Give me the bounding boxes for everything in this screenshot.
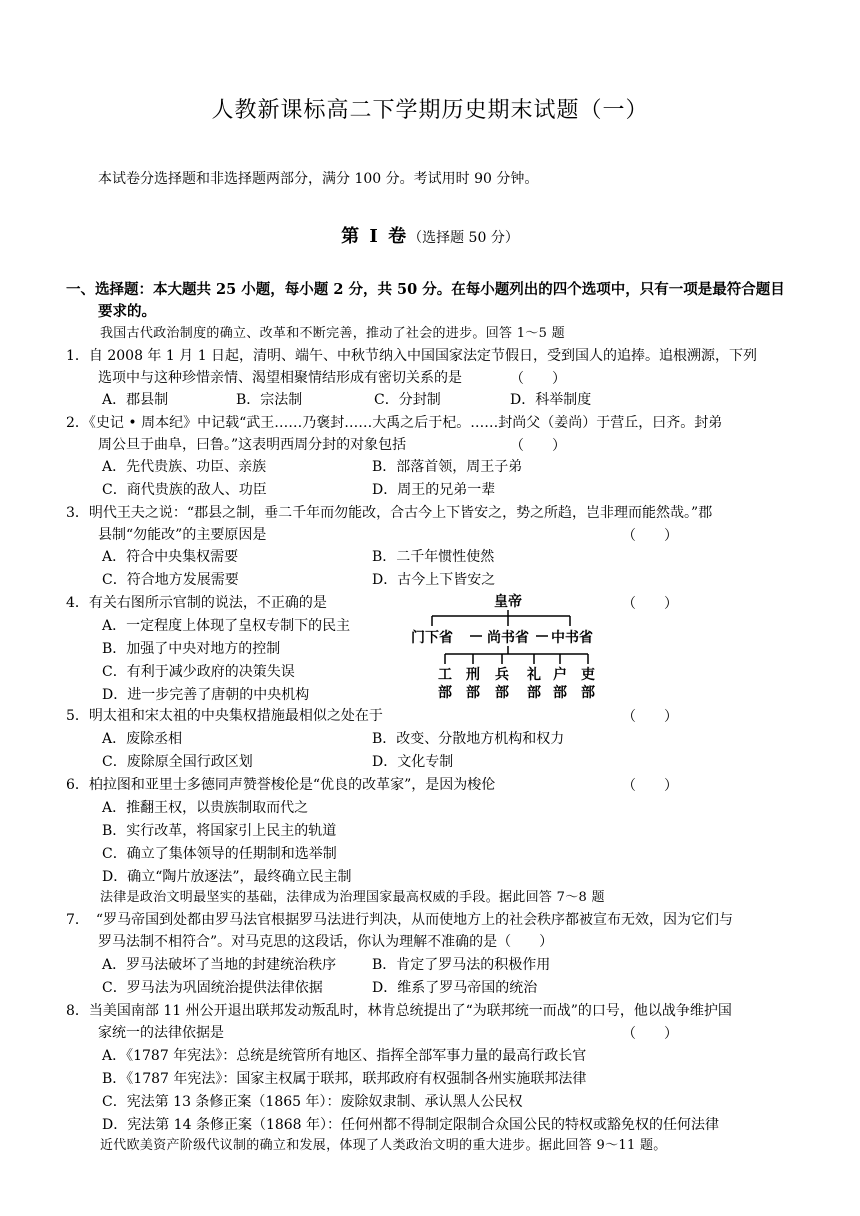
question-2-line2: 周公旦于曲阜，曰鲁。”这表明西周分封的对象包括 <box>98 437 407 453</box>
option-2c: C．商代贵族的敌人、功臣 <box>102 482 267 498</box>
diagram-province-shangshu: 尚书省 <box>487 630 529 646</box>
option-1d: D．科举制度 <box>510 392 592 408</box>
diagram-ministry-li-rites-suffix: 部 <box>527 685 541 701</box>
answer-blank-4: （ ） <box>622 596 678 612</box>
option-3c: C．符合地方发展需要 <box>102 572 239 588</box>
option-2d: D．周王的兄弟一辈 <box>372 482 496 498</box>
diagram-ministry-gong: 工 <box>438 667 452 683</box>
diagram-ministry-xing: 刑 <box>466 667 480 683</box>
diagram-ministry-gong-suffix: 部 <box>438 685 452 701</box>
option-6a: A．推翻王权，以贵族制取而代之 <box>102 800 309 816</box>
part-sub: （选择题 50 分） <box>408 230 519 246</box>
option-4b: B．加强了中央对地方的控制 <box>102 641 281 657</box>
question-8-line2: 家统一的法律依据是 <box>98 1025 224 1041</box>
diagram-ministry-li-personnel-suffix: 部 <box>581 685 595 701</box>
question-7-line1: 7． “罗马帝国到处都由罗马法官根据罗马法进行判决，从而使地方上的社会秩序都被宣布无效，因为它们与 <box>66 912 734 928</box>
option-6d: D．确立“陶片放逐法”，最终确立民主制 <box>102 869 352 885</box>
question-3-line1: 3．明代王夫之说：“郡县之制，垂二千年而勿能改，合古今上下皆安之，势之所趋，岂非理而能然哉。”郡 <box>66 505 713 521</box>
option-4a: A．一定程度上体现了皇权专制下的民主 <box>102 618 351 634</box>
answer-blank-1: （ ） <box>510 371 566 387</box>
part-heading <box>0 222 860 248</box>
diagram-province-zhongshu: 中书省 <box>551 630 593 646</box>
officialdom-diagram <box>410 590 620 705</box>
answer-blank-2: （ ） <box>510 438 566 454</box>
option-3b: B．二千年惯性使然 <box>372 549 495 565</box>
question-5-line1: 5．明太祖和宋太祖的中央集权措施最相似之处在于 <box>66 708 383 724</box>
option-7b: B．肯定了罗马法的积极作用 <box>372 957 551 973</box>
option-3a: A．符合中央集权需要 <box>102 549 239 565</box>
diagram-ministry-bing-suffix: 部 <box>495 685 509 701</box>
option-1c: C．分封制 <box>374 392 441 408</box>
section-heading-line2: 要求的。 <box>98 303 156 320</box>
question-4-line1: 4．有关右图所示官制的说法，不正确的是 <box>66 595 327 611</box>
option-5d: D．文化专制 <box>372 754 454 770</box>
option-6b: B．实行改革，将国家引上民主的轨道 <box>102 823 337 839</box>
lead-text-1: 我国古代政治制度的确立、改革和不断完善，推动了社会的进步。回答 1～5 题 <box>100 326 565 341</box>
option-6c: C．确立了集体领导的任期制和选举制 <box>102 846 337 862</box>
question-1-line1: 1．自 2008 年 1 月 1 日起，清明、端午、中秋节纳入中国国家法定节假日，受到国人的追捧。追根溯源，下列 <box>66 348 758 364</box>
option-7c: C．罗马法为巩固统治提供法律依据 <box>102 980 323 996</box>
exam-intro: 本试卷分选择题和非选择题两部分，满分 100 分。考试用时 90 分钟。 <box>98 171 539 187</box>
option-3d: D．古今上下皆安之 <box>372 572 496 588</box>
option-8b: B．《1787 年宪法》：国家主权属于联邦，联邦政府有权强制各州实施联邦法律 <box>102 1071 587 1087</box>
option-8a: A．《1787 年宪法》：总统是统管所有地区、指挥全部军事力量的最高行政长官 <box>102 1048 587 1064</box>
diagram-ministry-bing: 兵 <box>495 667 509 683</box>
page-title: 人教新课标高二下学期历史期末试题（一） <box>211 98 649 123</box>
answer-blank-5: （ ） <box>622 709 678 725</box>
answer-blank-6: （ ） <box>622 778 678 794</box>
question-6-line1: 6．柏拉图和亚里士多德同声赞誉梭伦是“优良的改革家”，是因为梭伦 <box>66 777 496 793</box>
option-8d: D．宪法第 14 条修正案（1868 年）：任何州都不得制定限制合众国公民的特权或豁免权的任何法律 <box>102 1117 720 1133</box>
diagram-ministry-li-personnel: 吏 <box>581 667 595 683</box>
section-heading-line1: 一、选择题：本大题共 25 小题，每小题 2 分，共 50 分。在每小题列出的四个选项中，只有一项是最符合题目 <box>66 281 785 298</box>
answer-blank-8: （ ） <box>622 1026 678 1042</box>
option-7a: A．罗马法破坏了当地的封建统治秩序 <box>102 957 337 973</box>
part-main: 第 Ⅰ 卷 <box>341 226 409 247</box>
option-1b: B．宗法制 <box>236 392 303 408</box>
option-5c: C．废除原全国行政区划 <box>102 754 253 770</box>
question-2-line1: 2．《史记 • 周本纪》中记载“武王……乃褒封……大禹之后于杞。……封尚父（姜尚）于营丘，曰齐。封弟 <box>66 415 723 431</box>
option-2a: A．先代贵族、功臣、亲族 <box>102 459 267 475</box>
option-1a: A．郡县制 <box>102 392 169 408</box>
diagram-ministry-li-rites: 礼 <box>527 667 541 683</box>
diagram-ministry-xing-suffix: 部 <box>466 685 480 701</box>
option-5b: B．改变、分散地方机构和权力 <box>372 731 565 747</box>
question-1-line2: 选项中与这种珍惜亲情、渴望相聚情结形成有密切关系的是 <box>98 370 462 386</box>
option-4d: D．进一步完善了唐朝的中央机构 <box>102 687 310 703</box>
question-7-line2: 罗马法制不相符合”。对马克思的这段话，你认为理解不准确的是（ ） <box>98 934 554 950</box>
answer-blank-3: （ ） <box>622 528 678 544</box>
diagram-ministry-hu-suffix: 部 <box>553 685 567 701</box>
diagram-province-menxia: 门下省 <box>411 630 453 646</box>
option-8c: C．宪法第 13 条修正案（1865 年）：废除奴隶制、承认黑人公民权 <box>102 1094 523 1110</box>
lead-text-3: 近代欧美资产阶级代议制的确立和发展，体现了人类政治文明的重大进步。据此回答 9～11 题。 <box>100 1138 667 1153</box>
option-5a: A．废除丞相 <box>102 731 183 747</box>
option-7d: D．维系了罗马帝国的统治 <box>372 980 538 996</box>
option-2b: B．部落首领，周王子弟 <box>372 459 523 475</box>
question-3-line2: 县制“勿能改”的主要原因是 <box>98 527 267 543</box>
question-8-line1: 8．当美国南部 11 州公开退出联邦发动叛乱时，林肯总统提出了“为联邦统一而战”的口号，他以战争维护国 <box>66 1003 732 1019</box>
diagram-emperor: 皇帝 <box>494 594 522 610</box>
option-4c: C．有利于减少政府的决策失误 <box>102 664 295 680</box>
diagram-ministry-hu: 户 <box>553 667 567 683</box>
lead-text-2: 法律是政治文明最坚实的基础，法律成为治理国家最高权威的手段。据此回答 7～8 题 <box>100 890 605 905</box>
